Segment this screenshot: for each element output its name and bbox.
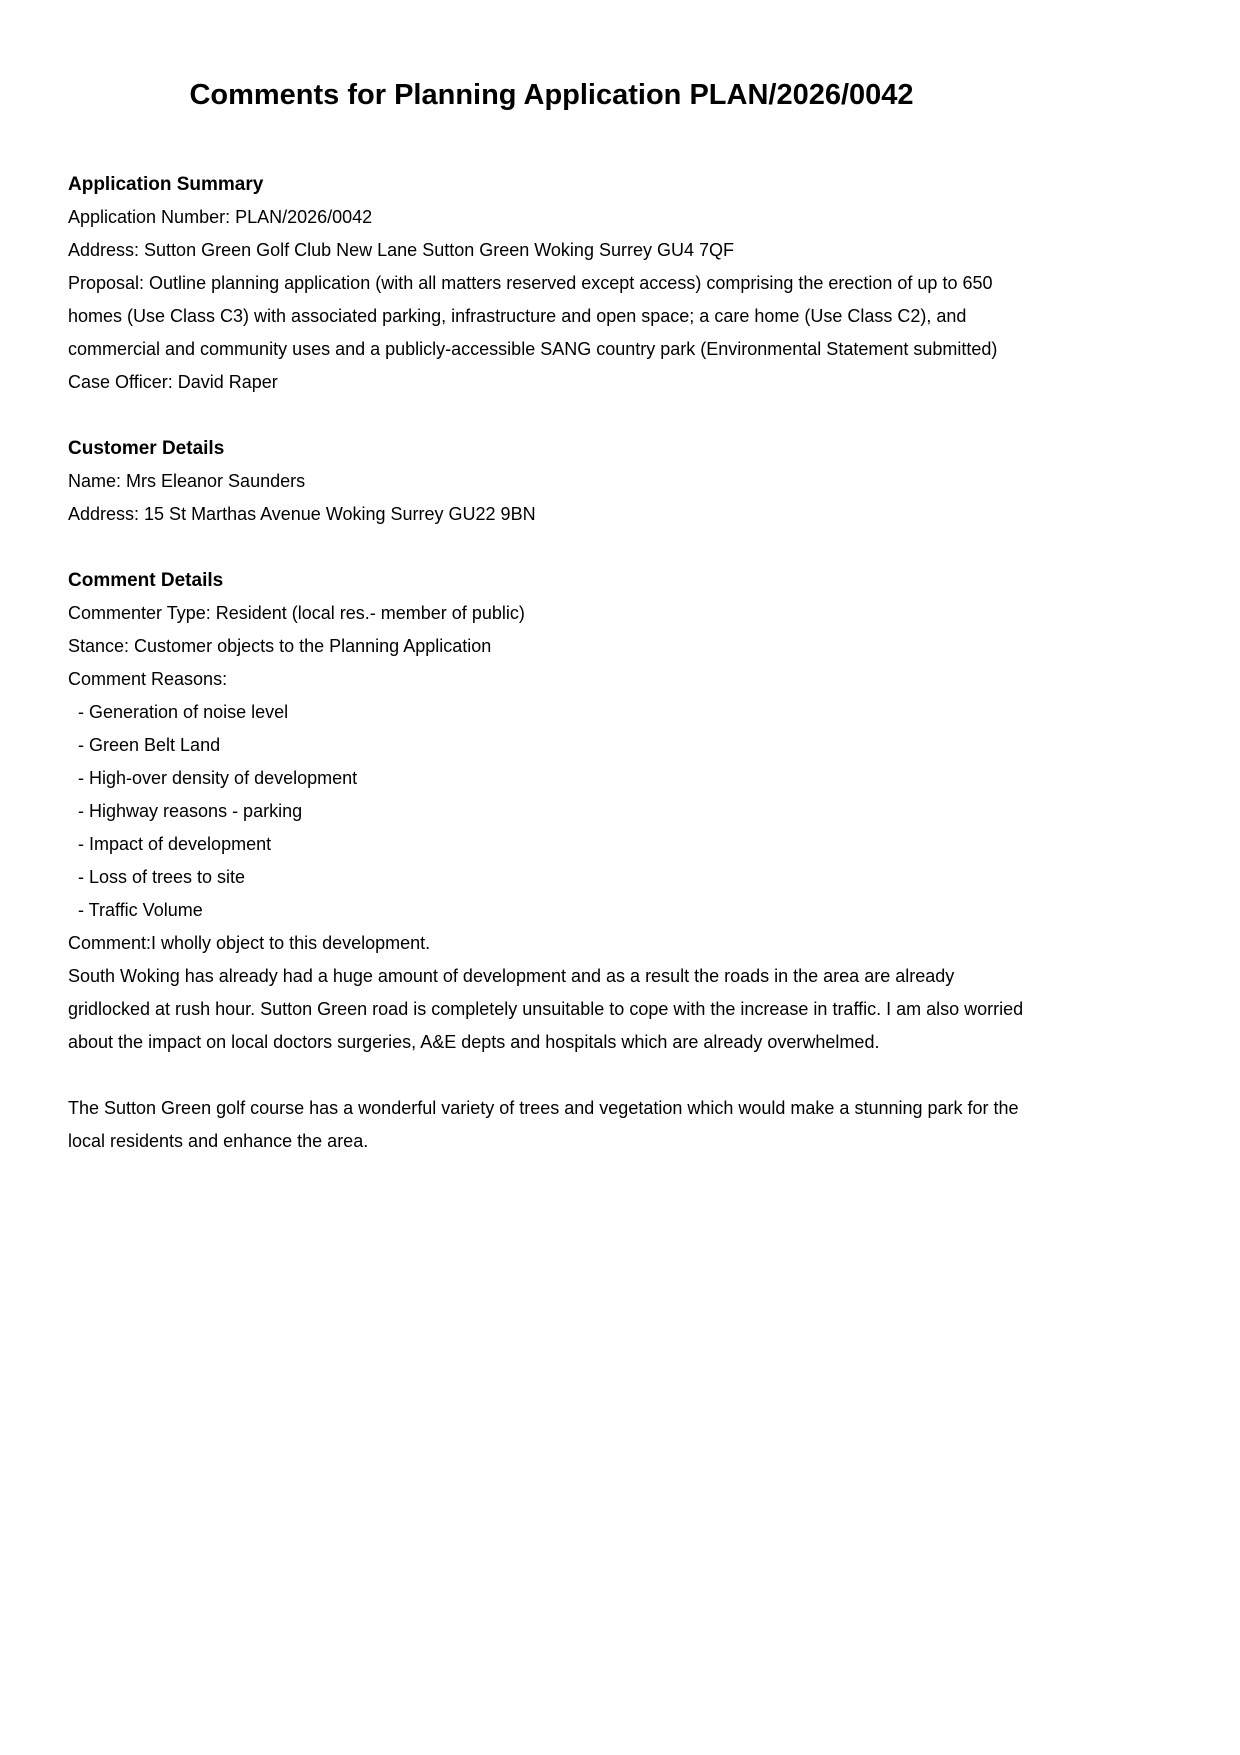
application-summary-heading: Application Summary [68, 174, 264, 195]
comment-reason-item: - High-over density of development [78, 768, 358, 788]
comment-reason-item: - Generation of noise level [78, 702, 289, 722]
comment-reasons-list [68, 696, 1035, 927]
case-officer: Case Officer: David Raper [68, 372, 278, 392]
comment-reason-item: - Green Belt Land [78, 735, 221, 755]
application-number: Application Number: PLAN/2026/0042 [68, 207, 373, 227]
commenter-type: Commenter Type: Resident (local res.- member of public) [68, 603, 525, 623]
application-address: Address: Sutton Green Golf Club New Lane Sutton Green Woking Surrey GU4 7QF [68, 240, 734, 260]
application-proposal: Proposal: Outline planning application (with all matters reserved except access) comprising the erection of up to 650 homes (Use Class C3) with associated parking, infrastructure and open space; a care home (Use Class C2), and commercial and community uses and a publicly-accessible SANG country park (Environmental Statement submitted) [68, 273, 998, 359]
comment-details-section [68, 564, 1035, 1158]
comment-reason-item: - Traffic Volume [78, 900, 203, 920]
comment-details-heading: Comment Details [68, 570, 224, 591]
comment-intro: Comment:I wholly object to this development. [68, 933, 431, 953]
customer-name: Name: Mrs Eleanor Saunders [68, 471, 306, 491]
customer-address: Address: 15 St Marthas Avenue Woking Surrey GU22 9BN [68, 504, 536, 524]
document-title: Comments for Planning Application PLAN/2026/0042 [189, 79, 914, 111]
application-summary-section [68, 168, 1035, 399]
comment-reason-item: - Impact of development [78, 834, 272, 854]
customer-details-section [68, 432, 1035, 531]
comment-paragraph-1: South Woking has already had a huge amount of development and as a result the roads in the area are already gridlocked at rush hour. Sutton Green road is completely unsuitable to cope with the increase in traffic. I am also worried about the impact on local doctors surgeries, A&E depts and hospitals which are already overwhelmed. [68, 966, 1024, 1052]
comment-reasons-label: Comment Reasons: [68, 669, 228, 689]
stance: Stance: Customer objects to the Planning Application [68, 636, 492, 656]
comment-paragraph-2: The Sutton Green golf course has a wonderful variety of trees and vegetation which would make a stunning park for the local residents and enhance the area. [68, 1098, 1019, 1151]
customer-details-heading: Customer Details [68, 438, 225, 459]
comment-reason-item: - Loss of trees to site [78, 867, 246, 887]
comment-reason-item: - Highway reasons - parking [78, 801, 303, 821]
